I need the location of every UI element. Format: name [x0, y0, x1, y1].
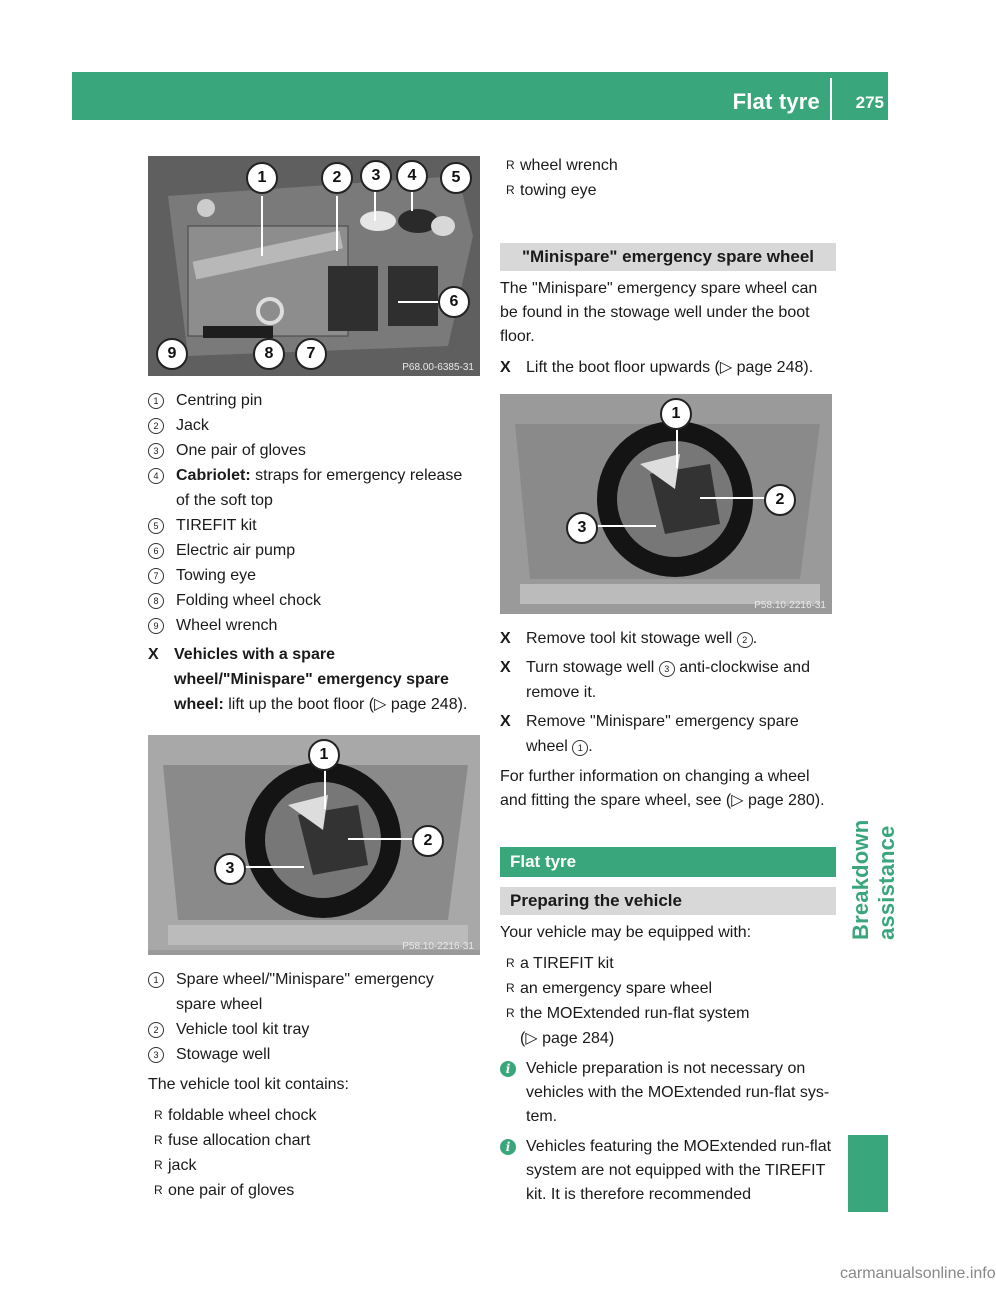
legend-item — [148, 463, 478, 513]
legend-item — [148, 967, 478, 1017]
list-item: R towing eye — [500, 178, 836, 203]
page-ref-link[interactable]: page 284 — [542, 1030, 609, 1047]
photo-spare-wheel — [148, 735, 480, 955]
ref-number: 1 — [572, 740, 588, 756]
list-item: R one pair of gloves — [148, 1178, 478, 1203]
bullet-icon: R — [154, 1133, 163, 1147]
legend-number: 6 — [148, 543, 164, 559]
legend-item — [148, 563, 478, 588]
list-item: R fuse allocation chart — [148, 1128, 478, 1153]
subsection-heading-preparing: Preparing the vehicle — [500, 887, 836, 915]
image-code: P58.10-2216-31 — [754, 600, 826, 611]
legend-number: 3 — [148, 443, 164, 459]
photo-tool-kit — [148, 156, 480, 376]
instruction-step: X Lift the boot floor upwards (▷ page 248). — [500, 355, 836, 380]
callout-2: 2 — [321, 162, 353, 194]
section-heading-minispare: "Minispare" emergency spare wheel — [500, 243, 836, 271]
legend-text: Folding wheel chock — [176, 592, 321, 609]
legend-item — [148, 613, 478, 638]
leader-line — [324, 769, 326, 809]
callout-3: 3 — [566, 512, 598, 544]
legend-number: 5 — [148, 518, 164, 534]
legend-text: Stowage well — [176, 1046, 271, 1063]
legend-item — [148, 438, 478, 463]
callout-4: 4 — [396, 160, 428, 192]
leader-line — [336, 196, 338, 251]
legend-item — [148, 588, 478, 613]
bullet-icon: R — [506, 158, 515, 172]
leader-line — [596, 525, 656, 527]
header-bar — [72, 72, 888, 120]
step-arrow-icon: X — [500, 359, 511, 376]
list-item: R foldable wheel chock — [148, 1103, 478, 1128]
leader-line — [676, 428, 678, 468]
instruction-bold: Vehicles with a spare wheel/"Minispare" emergency spare wheel: — [174, 646, 449, 713]
legend-number: 3 — [148, 1047, 164, 1063]
legend-text: Vehicle tool kit tray — [176, 1021, 310, 1038]
list-item: R an emergency spare wheel — [500, 976, 836, 1001]
list-item: R wheel wrench — [500, 153, 836, 178]
image-code: P68.00-6385-31 — [402, 362, 474, 373]
legend-item — [148, 413, 478, 438]
callout-2: 2 — [764, 484, 796, 516]
equipped-intro: Your vehicle may be equipped with: — [500, 924, 752, 941]
legend-text: Electric air pump — [176, 542, 296, 559]
legend-item — [148, 538, 478, 563]
leader-line — [348, 838, 416, 840]
minispare-paragraph: The "Minispare" emergency spare wheel can be found in the stowage well under the boot floor. — [500, 280, 818, 345]
leader-line — [398, 301, 440, 303]
watermark: carmanualsonline.info — [840, 1265, 996, 1282]
right-column — [500, 153, 836, 1213]
instruction-step: X Remove "Minispare" emergency spare wheel 1 . — [500, 709, 836, 759]
instruction-step: X Vehicles with a spare wheel/"Minispare" emergency spare wheel: lift up the boot floor (▷ page 248). — [148, 642, 478, 717]
left-column — [148, 156, 478, 1203]
page-ref-arrow-icon: ▷ — [525, 1030, 543, 1047]
legend-text: Centring pin — [176, 392, 263, 409]
callout-9: 9 — [156, 338, 188, 370]
callout-1: 1 — [246, 162, 278, 194]
further-info-paragraph: For further information on changing a wheel and fitting the spare wheel, see (▷ page 280). — [500, 768, 825, 809]
legend-text: Jack — [176, 417, 209, 434]
step-arrow-icon: X — [500, 630, 511, 647]
ref-number: 3 — [659, 661, 675, 677]
legend-number: 7 — [148, 568, 164, 584]
step-arrow-icon: X — [148, 646, 159, 663]
step-arrow-icon: X — [500, 713, 511, 730]
list-item: R a TIREFIT kit — [500, 951, 836, 976]
legend-text: Spare wheel/"Minispare" emergency spare wheel — [176, 971, 434, 1013]
leader-line — [700, 497, 768, 499]
legend-tool-kit — [148, 388, 478, 638]
legend-number: 1 — [148, 393, 164, 409]
page-ref-arrow-icon: ▷ — [374, 696, 391, 713]
legend-item — [148, 513, 478, 538]
legend-text: Towing eye — [176, 567, 257, 584]
legend-item — [148, 1017, 478, 1042]
info-note: i Vehicles featuring the MOExtended run-flat system are not equipped with the TIREFIT kit. It is therefore recommended — [500, 1135, 836, 1207]
legend-text: One pair of gloves — [176, 442, 306, 459]
list-item: R the MOExtended run-flat system (▷ page 284) — [500, 1001, 836, 1051]
page-ref-arrow-icon: ▷ — [731, 792, 748, 809]
legend-number: 4 — [148, 468, 164, 484]
image-code: P58.10-2216-31 — [402, 941, 474, 952]
header-divider — [830, 78, 832, 120]
leader-line — [261, 196, 263, 256]
callout-3: 3 — [360, 160, 392, 192]
callout-5: 5 — [440, 162, 472, 194]
legend-number: 8 — [148, 593, 164, 609]
side-tab-marker — [848, 1135, 888, 1212]
page-ref-link[interactable]: page 248 — [390, 696, 458, 713]
legend-number: 2 — [148, 418, 164, 434]
legend-text: TIREFIT kit — [176, 517, 257, 534]
info-icon: i — [500, 1061, 516, 1077]
legend-text: straps for emergency release of the soft top — [176, 467, 463, 509]
legend-bold: Cabriolet: — [176, 467, 251, 484]
page-number: 275 — [855, 93, 884, 112]
callout-3: 3 — [214, 853, 246, 885]
bullet-icon: R — [154, 1183, 163, 1197]
leader-line — [244, 866, 304, 868]
page-ref-link[interactable]: page 248 — [736, 359, 804, 376]
leader-line — [411, 191, 413, 211]
info-icon: i — [500, 1139, 516, 1155]
legend-number: 1 — [148, 972, 164, 988]
step-arrow-icon: X — [500, 659, 511, 676]
page-section-title: Flat tyre — [732, 89, 820, 114]
callout-7: 7 — [295, 338, 327, 370]
bullet-icon: R — [506, 183, 515, 197]
legend-number: 2 — [148, 1022, 164, 1038]
instruction-step: X Turn stowage well 3 anti-clockwise and remove it. — [500, 655, 836, 705]
bullet-icon: R — [506, 956, 515, 970]
legend-item — [148, 388, 478, 413]
side-tab-label: Breakdown assistance — [848, 819, 899, 940]
info-note: i Vehicle preparation is not necessary on vehicles with the MOExtended run-flat sys-tem. — [500, 1057, 836, 1129]
bullet-icon: R — [506, 1006, 515, 1020]
legend-spare-wheel — [148, 967, 478, 1067]
callout-2: 2 — [412, 825, 444, 857]
list-item: R jack — [148, 1153, 478, 1178]
legend-number: 9 — [148, 618, 164, 634]
legend-text: Wheel wrench — [176, 617, 278, 634]
bullet-icon: R — [154, 1108, 163, 1122]
photo-minispare — [500, 394, 832, 614]
leader-line — [374, 191, 376, 221]
callout-1: 1 — [660, 398, 692, 430]
bullet-icon: R — [154, 1158, 163, 1172]
bullet-icon: R — [506, 981, 515, 995]
ref-number: 2 — [737, 632, 753, 648]
legend-item — [148, 1042, 478, 1067]
instruction-step: X Remove tool kit stowage well 2 . — [500, 626, 836, 651]
page-ref-arrow-icon: ▷ — [719, 359, 737, 376]
callout-8: 8 — [253, 338, 285, 370]
tool-kit-intro: The vehicle tool kit contains: — [148, 1076, 349, 1093]
section-heading-flat-tyre: Flat tyre — [500, 847, 836, 877]
callout-6: 6 — [438, 286, 470, 318]
callout-1: 1 — [308, 739, 340, 771]
page-ref-link[interactable]: page 280 — [748, 792, 815, 809]
